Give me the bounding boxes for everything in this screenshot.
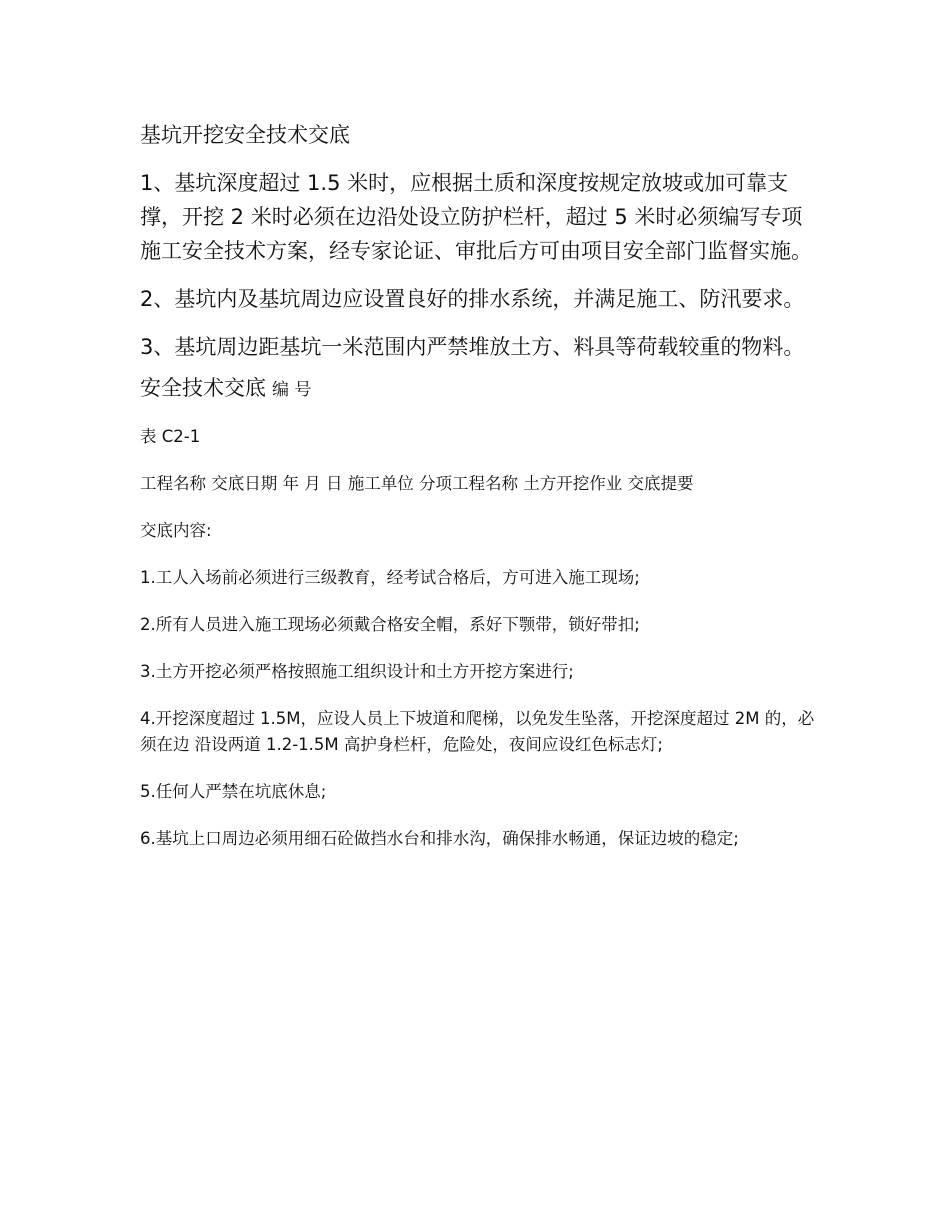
content-item-5: 5.任何人严禁在坑底休息; <box>140 782 327 801</box>
content-item-4: 4.开挖深度超过 1.5M，应设人员上下坡道和爬梯，以免发生坠落，开挖深度超过 2M 的，必须在边 沿设两道 1.2-1.5M 高护身栏杆，危险处，夜间应设红色标志灯; <box>140 709 815 754</box>
form-number-label: 编 号 <box>272 380 312 400</box>
intro-paragraph-1: 1、基坑深度超过 1.5 米时，应根据土质和深度按规定放坡或加可靠支撑，开挖 2 米时必须在边沿处设立防护栏杆，超过 5 米时必须编写专项施工安全技术方案，经专家论证、审批后方可由项目安全部门监督实施。 <box>140 171 812 263</box>
intro-paragraph-2: 2、基坑内及基坑周边应设置良好的排水系统，并满足施工、防汛要求。 <box>140 287 805 311</box>
content-item-3: 3.土方开挖必须严格按照施工组织设计和土方开挖方案进行; <box>140 662 574 681</box>
document-title: 基坑开挖安全技术交底 <box>140 123 350 147</box>
content-item-6: 6.基坑上口周边必须用细石砼做挡水台和排水沟，确保排水畅通，保证边坡的稳定; <box>140 829 739 848</box>
content-item-1: 1.工人入场前必须进行三级教育，经考试合格后，方可进入施工现场; <box>140 568 640 587</box>
document-page <box>140 118 816 873</box>
form-title: 安全技术交底 <box>140 376 266 400</box>
content-label: 交底内容: <box>140 521 212 540</box>
content-item-2: 2.所有人员进入施工现场必须戴合格安全帽，系好下颚带，锁好带扣; <box>140 615 640 634</box>
intro-paragraph-3: 3、基坑周边距基坑一米范围内严禁堆放土方、料具等荷载较重的物料。 <box>140 335 805 359</box>
header-fields: 工程名称 交底日期 年 月 日 施工单位 分项工程名称 土方开挖作业 交底提要 <box>140 474 694 493</box>
form-title-line <box>140 372 816 406</box>
table-code: 表 C2-1 <box>140 427 201 446</box>
